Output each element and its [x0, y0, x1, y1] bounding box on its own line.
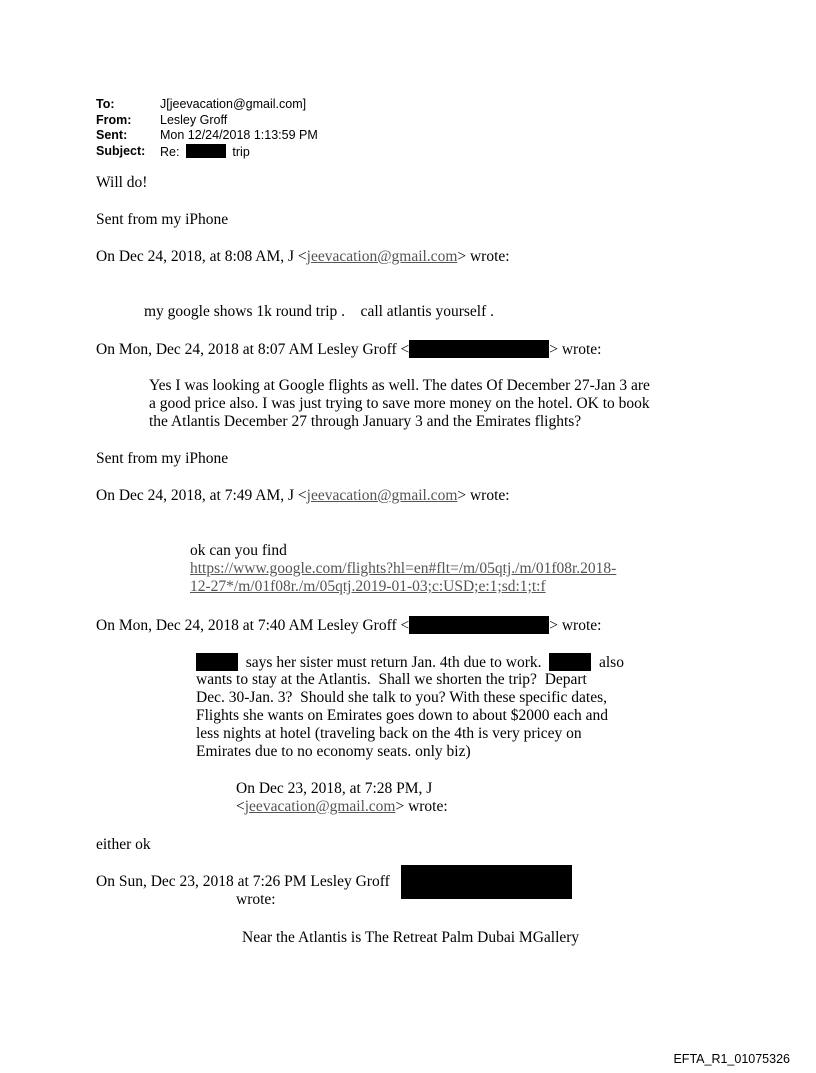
email-link[interactable]: jeevacation@gmail.com: [306, 248, 458, 265]
message-2-line-1: Yes I was looking at Google flights as well. The dates Of December 27-Jan 3 are: [149, 377, 650, 394]
quote-header-5-line-1: On Dec 23, 2018, at 7:28 PM, J: [236, 780, 433, 797]
from-value: Lesley Groff: [160, 112, 228, 127]
quote-header-5-lt: <: [236, 798, 245, 815]
subject-value: [160, 144, 250, 161]
redaction-block: [409, 340, 549, 358]
quote-header-2-prefix: On Mon, Dec 24, 2018 at 8:07 AM Lesley Groff <: [96, 341, 410, 358]
to-label: To:: [96, 97, 115, 111]
message-4-line-4: Flights she wants on Emirates goes down to about $2000 each and: [196, 707, 608, 724]
signature-iphone-2: Sent from my iPhone: [96, 450, 229, 467]
email-link[interactable]: jeevacation@gmail.com: [244, 798, 396, 815]
message-6: Near the Atlantis is The Retreat Palm Dubai MGallery: [242, 929, 580, 946]
message-4-line-6: Emirates due to no economy seats. only biz): [196, 743, 471, 760]
to-value: J[jeevacation@gmail.com]: [160, 97, 307, 111]
subject-row: [96, 144, 318, 161]
message-2-line-2: a good price also. I was just trying to save more money on the hotel. OK to book: [149, 395, 650, 412]
quote-header-1-suffix: > wrote:: [457, 248, 510, 265]
redaction-block: [549, 653, 591, 671]
message-2-line-3: the Atlantis December 27 through January 3 and the Emirates flights?: [149, 413, 582, 430]
from-row: [96, 113, 318, 129]
quote-header-4: [96, 616, 601, 635]
quote-header-6: On Sun, Dec 23, 2018 at 7:26 PM Lesley Groff: [96, 873, 390, 890]
quote-header-1-prefix: On Dec 24, 2018, at 8:08 AM, J <: [96, 248, 307, 265]
message-4-line-2: wants to stay at the Atlantis. Shall we shorten the trip? Depart: [196, 671, 587, 688]
quote-header-4-prefix: On Mon, Dec 24, 2018 at 7:40 AM Lesley Groff <: [96, 617, 410, 634]
redaction-block: [196, 653, 238, 671]
quote-header-3-prefix: On Dec 24, 2018, at 7:49 AM, J <: [96, 487, 307, 504]
quote-header-2-suffix: > wrote:: [549, 341, 602, 358]
message-1: my google shows 1k round trip . call atlantis yourself .: [144, 303, 494, 320]
quote-header-1: [96, 248, 510, 266]
quote-header-3-suffix: > wrote:: [457, 487, 510, 504]
sent-row: [96, 128, 318, 144]
quote-header-5-suffix: > wrote:: [395, 798, 448, 815]
flights-link-line-1[interactable]: https://www.google.com/flights?hl=en#flt=/m/05qtj./m/01f08r.2018-: [190, 560, 617, 577]
email-link[interactable]: jeevacation@gmail.com: [306, 487, 458, 504]
quote-header-4-suffix: > wrote:: [549, 617, 602, 634]
quote-header-5-line-2: [236, 798, 448, 816]
from-label: From:: [96, 112, 132, 127]
subject-label: Subject:: [96, 143, 146, 158]
message-3-line-1: ok can you find: [190, 542, 287, 559]
redaction-block: [401, 865, 572, 899]
sent-value: Mon 12/24/2018 1:13:59 PM: [160, 128, 318, 142]
reply-text: Will do!: [96, 174, 148, 191]
signature-iphone: Sent from my iPhone: [96, 211, 229, 228]
subject-prefix: Re:: [160, 144, 180, 159]
message-4-line-1a: says her sister must return Jan. 4th due to work.: [245, 654, 542, 671]
message-5: either ok: [96, 836, 151, 853]
redaction-block: [409, 616, 549, 634]
message-4-line-5: less nights at hotel (traveling back on the 4th is very pricey on: [196, 725, 582, 742]
sent-label: Sent:: [96, 128, 128, 142]
subject-suffix: trip: [232, 144, 250, 159]
to-row: [96, 97, 318, 113]
message-4-line-1: [196, 653, 624, 672]
email-header: [96, 97, 318, 160]
redaction-block: [186, 144, 226, 158]
message-4-line-3: Dec. 30-Jan. 3? Should she talk to you? With these specific dates,: [196, 689, 608, 706]
quote-header-6-line-2: wrote:: [236, 891, 276, 908]
message-4-line-1b: also: [599, 654, 624, 671]
quote-header-2: [96, 340, 601, 359]
quote-header-3: [96, 487, 510, 505]
bates-number: EFTA_R1_01075326: [673, 1052, 790, 1066]
flights-link-line-2[interactable]: 12-27*/m/01f08r./m/05qtj.2019-01-03;c:USD;e:1;sd:1;t:f: [190, 578, 546, 595]
